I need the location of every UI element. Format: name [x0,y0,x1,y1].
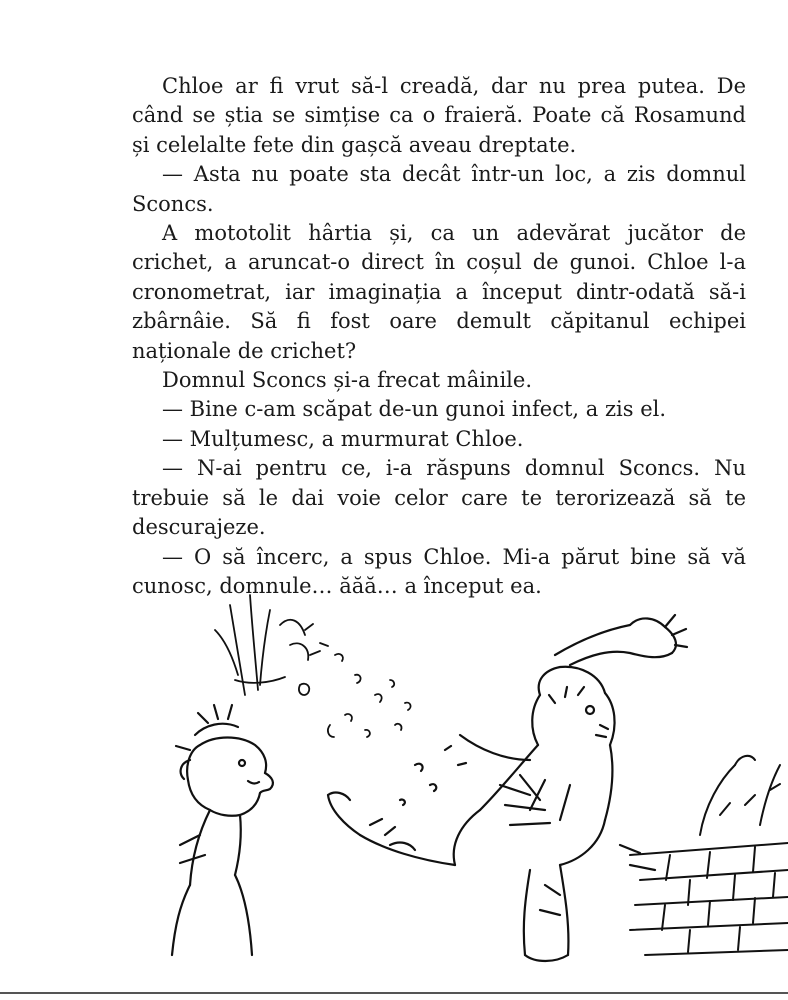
paragraph-4: Domnul Sconcs și-a frecat mâinile. [162,368,532,393]
paragraph-6: — Mulțumesc, a murmurat Chloe. [162,426,524,451]
story-text [132,72,746,601]
paragraph-7: — N-ai pentru ce, i-a răspuns domnul Sconcs. Nu trebuie să le dai voie celor care te terorizează să te descurajeze. [132,456,746,540]
paragraph-8: — O să încerc, a spus Chloe. Mi-a părut bine să vă cunosc, domnule… ăăă… a început ea. [132,544,746,598]
plant-sketch [215,595,411,737]
girl-figure [172,705,273,955]
ink-illustration [160,585,788,980]
page-bottom-edge [0,992,788,994]
man-figure [328,615,687,961]
paragraph-3: A mototolit hârtia și, ca un adevărat jucător de crichet, a aruncat-o direct în coșul de gunoi. Chloe l-a cronometrat, iar imaginația a început dintr-odată să-i zbârnâie. Să fi fost oare demult căpitanul echipei naționale de crichet? [132,221,746,363]
paragraph-5: — Bine c-am scăpat de-un gunoi infect, a zis el. [162,397,667,422]
brick-wall-sketch [630,756,788,955]
paragraph-2: — Asta nu poate sta decât într-un loc, a zis domnul Sconcs. [132,162,746,216]
paragraph-1: Chloe ar fi vrut să-l creadă, dar nu prea putea. De când se știa se simțise ca o fraieră. Poate că Rosamund și celelalte fete din gașcă aveau dreptate. [132,74,746,157]
